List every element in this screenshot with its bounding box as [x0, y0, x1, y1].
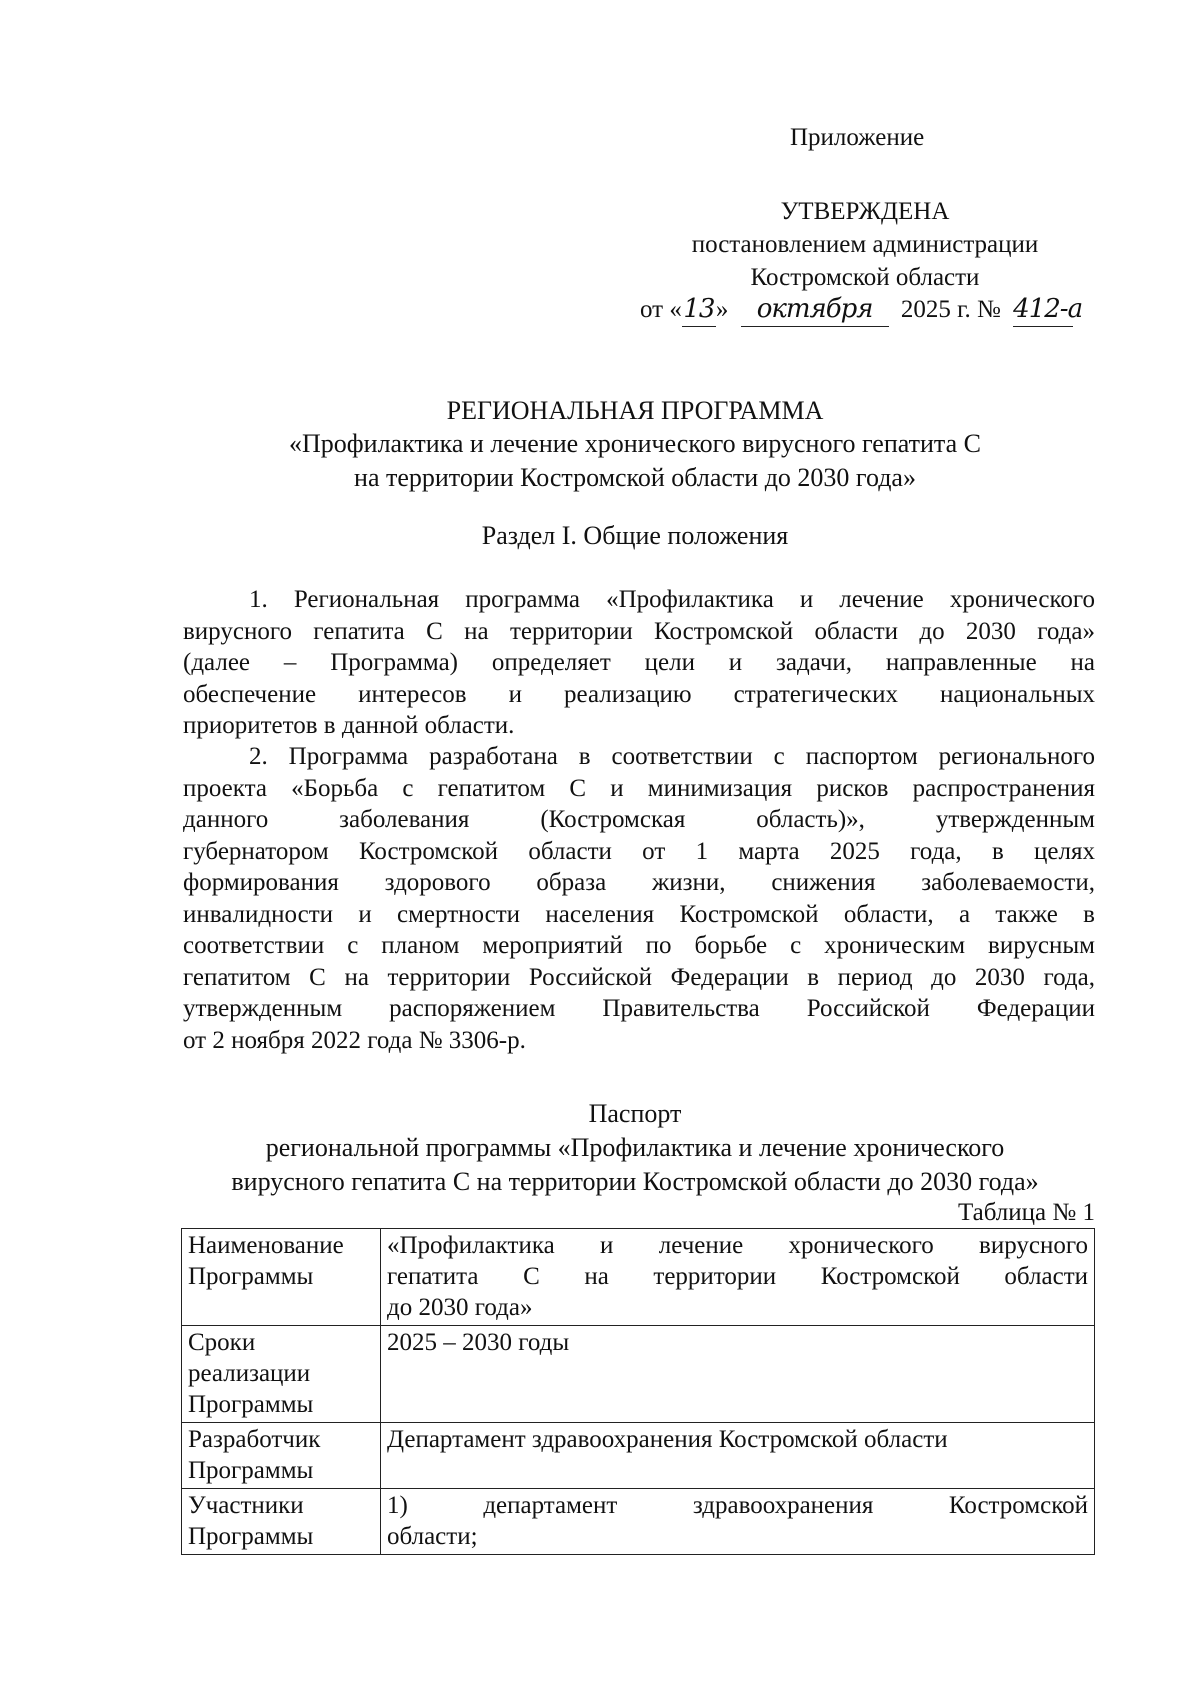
row-value-line: 2025 – 2030 годы	[387, 1329, 570, 1356]
row-value-line: до 2030 года»	[387, 1294, 533, 1321]
handwritten-month: октября	[741, 292, 889, 327]
table-row	[182, 1489, 1095, 1555]
row-value-line: гепатита С на территории Костромской области	[387, 1263, 1088, 1290]
row-value-line: области;	[387, 1523, 478, 1550]
row-value-cell	[381, 1229, 1095, 1326]
row-label-line: Программы	[188, 1391, 314, 1418]
date-year: 2025 г. №	[900, 296, 1001, 323]
paragraph-line: (далее – Программа) определяет цели и задачи, направленные на	[183, 649, 1095, 676]
paragraph-line: утвержденным распоряжением Правительства Российской Федерации	[183, 995, 1095, 1022]
row-label-cell	[182, 1229, 381, 1326]
row-label-line: Участники	[188, 1492, 304, 1519]
handwritten-decree-number: 412-а	[1013, 292, 1073, 327]
row-label-cell	[182, 1489, 381, 1555]
program-title: РЕГИОНАЛЬНАЯ ПРОГРАММА	[446, 396, 824, 425]
paragraph-line: приоритетов в данной области.	[183, 712, 515, 739]
paragraph-1	[183, 584, 1095, 742]
paragraph-2	[183, 741, 1095, 1056]
row-value-line: «Профилактика и лечение хронического вирусного	[387, 1232, 1088, 1259]
row-value-cell	[381, 1489, 1095, 1555]
row-label-cell	[182, 1326, 381, 1423]
row-label-cell	[182, 1423, 381, 1489]
paragraph-line: 1. Региональная программа «Профилактика и лечение хронического	[249, 586, 1095, 613]
row-value-cell	[381, 1326, 1095, 1423]
paragraph-line: вирусного гепатита С на территории Костромской области до 2030 года»	[183, 617, 1095, 645]
program-name-line1: «Профилактика и лечение хронического вирусного гепатита С	[289, 429, 981, 458]
table-row	[182, 1229, 1095, 1326]
passport-title: Паспорт	[588, 1099, 682, 1128]
paragraph-line: соответствии с планом мероприятий по борьбе с хроническим вирусным	[183, 932, 1095, 959]
approved-region: Костромской области	[750, 264, 980, 291]
paragraph-line: данного заболевания (Костромская область)», утвержденным	[183, 806, 1095, 833]
appendix-label: Приложение	[790, 124, 925, 151]
program-name-line2: на территории Костромской области до 2030 года»	[354, 463, 916, 492]
paragraph-line: инвалидности и смертности населения Костромской области, а также в	[183, 900, 1095, 928]
table-caption: Таблица № 1	[957, 1199, 1095, 1226]
paragraph-line: формирования здорового образа жизни, снижения заболеваемости,	[183, 869, 1095, 896]
date-quote-close: »	[715, 296, 729, 323]
row-label-line: реализации	[188, 1360, 311, 1387]
paragraph-line: проекта «Борьба с гепатитом С и минимизация рисков распространения	[183, 774, 1095, 802]
passport-subtitle-line1: региональной программы «Профилактика и лечение хронического	[265, 1133, 1005, 1162]
row-value-line: 1) департамент здравоохранения Костромской	[387, 1492, 1088, 1519]
row-label-line: Программы	[188, 1523, 314, 1550]
handwritten-day: 13	[682, 292, 716, 327]
row-label-line: Сроки	[188, 1329, 256, 1356]
row-label-line: Наименование	[188, 1232, 344, 1259]
row-value-cell	[381, 1423, 1095, 1489]
paragraph-line: 2. Программа разработана в соответствии с паспортом регионального	[249, 743, 1095, 770]
date-prefix: от «	[640, 296, 682, 323]
paragraph-line: от 2 ноября 2022 года № 3306-р.	[183, 1026, 526, 1054]
row-label-line: Программы	[188, 1263, 314, 1290]
row-label-line: Программы	[188, 1457, 314, 1484]
decree-date-line	[640, 292, 1083, 327]
paragraph-line: обеспечение интересов и реализацию стратегических национальных	[183, 680, 1095, 708]
paragraph-line: гепатитом С на территории Российской Федерации в период до 2030 года,	[183, 963, 1095, 991]
table-row	[182, 1423, 1095, 1489]
row-value-line: Департамент здравоохранения Костромской области	[387, 1426, 948, 1453]
row-label-line: Разработчик	[188, 1426, 321, 1453]
table-row	[182, 1326, 1095, 1423]
approved-heading: УТВЕРЖДЕНА	[780, 198, 950, 225]
passport-subtitle-line2: вирусного гепатита С на территории Костромской области до 2030 года»	[231, 1167, 1039, 1196]
passport-table	[181, 1228, 1095, 1555]
approved-by-decree: постановлением администрации	[691, 231, 1039, 258]
paragraph-line: губернатором Костромской области от 1 марта 2025 года, в целях	[183, 837, 1095, 865]
section-title: Раздел I. Общие положения	[481, 521, 789, 550]
